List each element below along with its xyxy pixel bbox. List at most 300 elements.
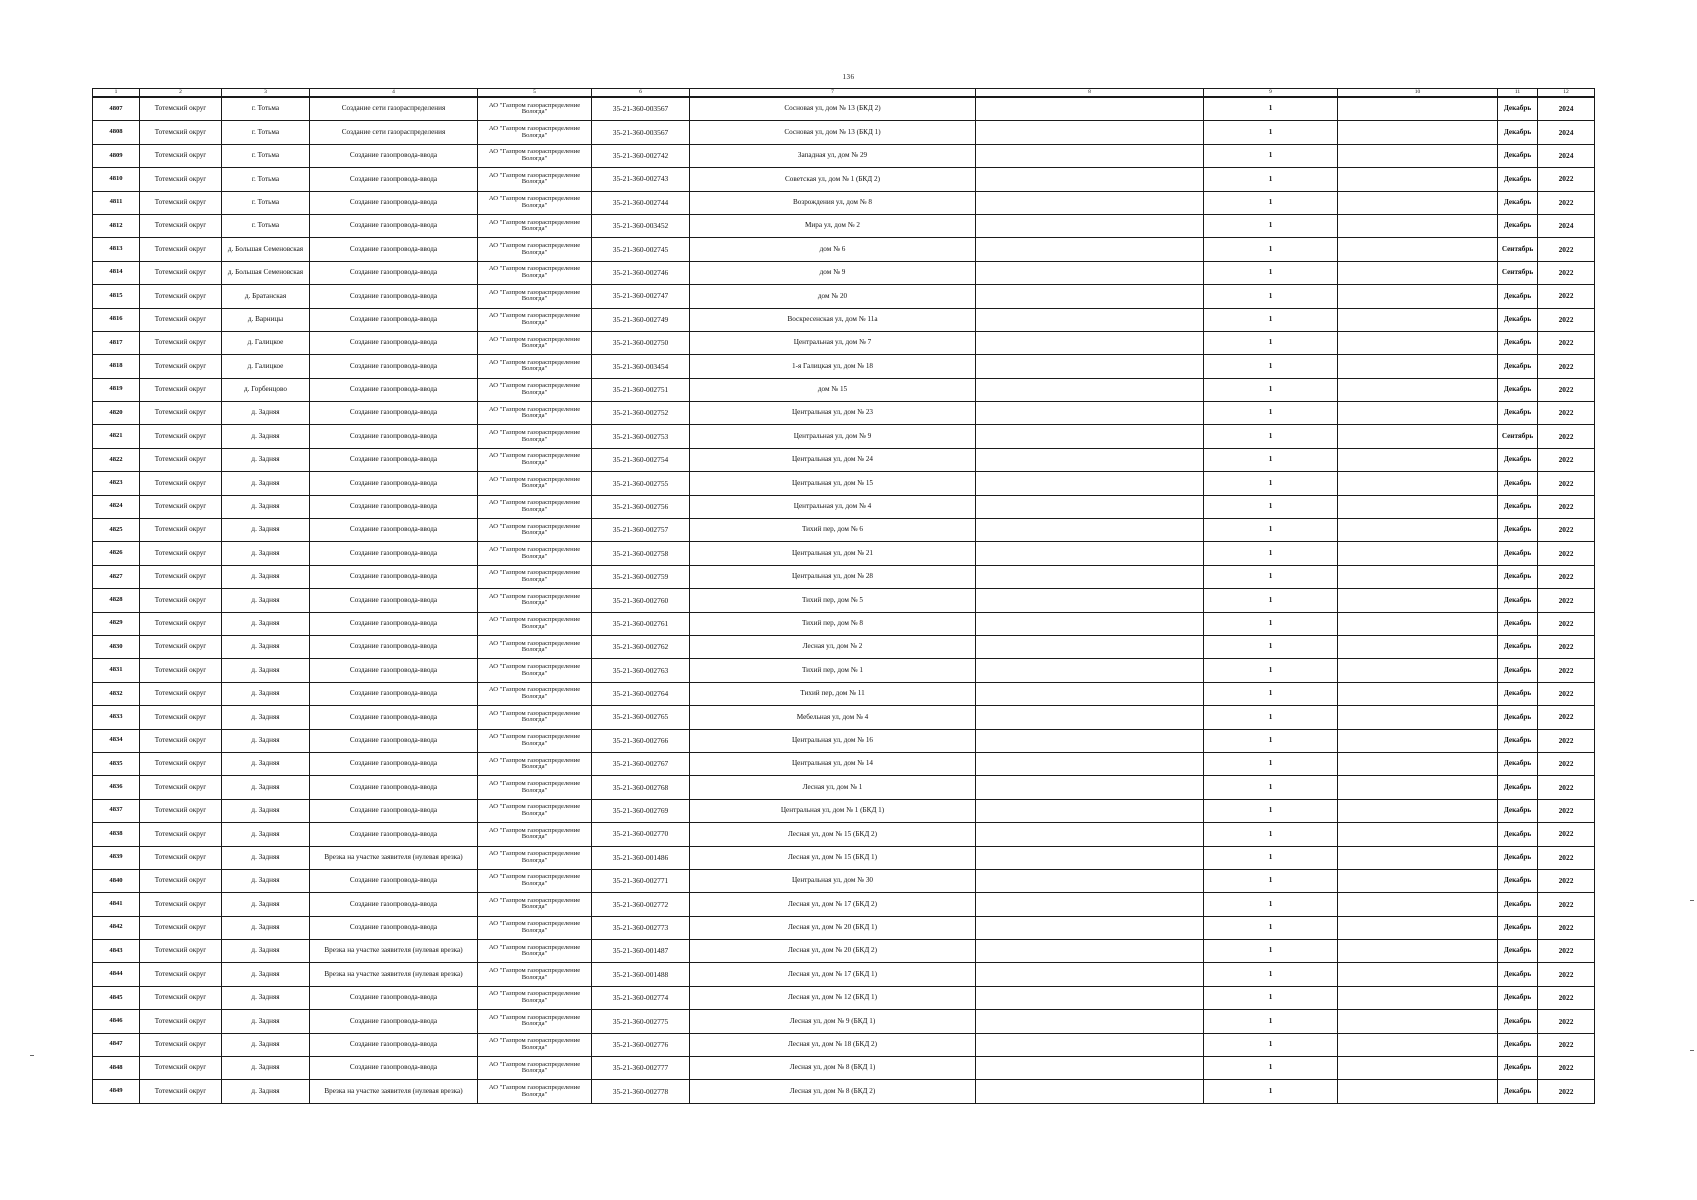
- cell-qty: 1: [1204, 752, 1338, 775]
- cell-code: 35-21-360-002765: [592, 706, 690, 729]
- cell-district: Тотемский округ: [140, 519, 222, 542]
- cell-address: Лесная ул, дом № 1: [690, 776, 976, 799]
- cell-locality: г. Тотьма: [222, 168, 310, 191]
- cell-work: Создание газопровода-ввода: [310, 986, 478, 1009]
- cell-locality: д. Задняя: [222, 869, 310, 892]
- cell-code: 35-21-360-002771: [592, 869, 690, 892]
- cell-month: Декабрь: [1498, 331, 1538, 354]
- cell-code: 35-21-360-002758: [592, 542, 690, 565]
- cell-month: Декабрь: [1498, 495, 1538, 518]
- cell-owner: АО "Газпром газораспределение Вологда": [478, 448, 592, 471]
- cell-num: 4813: [93, 238, 140, 261]
- cell-address: Тихий пер, дом № 1: [690, 659, 976, 682]
- cell-work: Создание газопровода-ввода: [310, 799, 478, 822]
- cell-locality: д. Задняя: [222, 986, 310, 1009]
- cell-code: 35-21-360-002746: [592, 261, 690, 284]
- cell-empty: [976, 823, 1204, 846]
- cell-locality: д. Большая Семеновская: [222, 261, 310, 284]
- table-row: [93, 752, 1595, 775]
- cell-empty: [976, 355, 1204, 378]
- cell-empty: [976, 565, 1204, 588]
- cell-month: Декабрь: [1498, 963, 1538, 986]
- cell-empty: [1338, 659, 1498, 682]
- cell-empty: [1338, 308, 1498, 331]
- cell-qty: 1: [1204, 1080, 1338, 1103]
- cell-empty: [976, 1033, 1204, 1056]
- cell-owner: АО "Газпром газораспределение Вологда": [478, 238, 592, 261]
- cell-qty: 1: [1204, 238, 1338, 261]
- cell-work: Создание газопровода-ввода: [310, 659, 478, 682]
- cell-work: Врезка на участке заявителя (нулевая врезка): [310, 1080, 478, 1103]
- cell-address: Тихий пер, дом № 5: [690, 589, 976, 612]
- cell-locality: г. Тотьма: [222, 214, 310, 237]
- cell-work: Создание газопровода-ввода: [310, 472, 478, 495]
- cell-num: 4833: [93, 706, 140, 729]
- cell-qty: 1: [1204, 495, 1338, 518]
- cell-code: 35-21-360-002757: [592, 519, 690, 542]
- cell-num: 4820: [93, 402, 140, 425]
- cell-month: Декабрь: [1498, 916, 1538, 939]
- cell-year: 2022: [1538, 495, 1595, 518]
- cell-qty: 1: [1204, 425, 1338, 448]
- cell-month: Декабрь: [1498, 191, 1538, 214]
- cell-district: Тотемский округ: [140, 565, 222, 588]
- cell-qty: 1: [1204, 776, 1338, 799]
- cell-code: 35-21-360-002744: [592, 191, 690, 214]
- cell-num: 4827: [93, 565, 140, 588]
- cell-month: Декабрь: [1498, 121, 1538, 144]
- cell-work: Создание газопровода-ввода: [310, 752, 478, 775]
- table-row: [93, 97, 1595, 121]
- cell-num: 4842: [93, 916, 140, 939]
- cell-num: 4840: [93, 869, 140, 892]
- cell-qty: 1: [1204, 261, 1338, 284]
- table-row: [93, 355, 1595, 378]
- cell-work: Создание газопровода-ввода: [310, 191, 478, 214]
- cell-num: 4844: [93, 963, 140, 986]
- cell-work: Создание газопровода-ввода: [310, 308, 478, 331]
- cell-year: 2022: [1538, 589, 1595, 612]
- cell-district: Тотемский округ: [140, 752, 222, 775]
- cell-qty: 1: [1204, 1033, 1338, 1056]
- cell-qty: 1: [1204, 893, 1338, 916]
- table-row: [93, 168, 1595, 191]
- cell-month: Декабрь: [1498, 729, 1538, 752]
- cell-work: Создание газопровода-ввода: [310, 706, 478, 729]
- cell-year: 2022: [1538, 729, 1595, 752]
- cell-locality: д. Задняя: [222, 752, 310, 775]
- cell-num: 4823: [93, 472, 140, 495]
- cell-empty: [1338, 823, 1498, 846]
- table-row: [93, 869, 1595, 892]
- cell-empty: [1338, 963, 1498, 986]
- cell-code: 35-21-360-002747: [592, 285, 690, 308]
- cell-month: Декабрь: [1498, 1057, 1538, 1080]
- table-row: [93, 986, 1595, 1009]
- cell-empty: [976, 378, 1204, 401]
- table-row: [93, 378, 1595, 401]
- cell-owner: АО "Газпром газораспределение Вологда": [478, 916, 592, 939]
- cell-empty: [1338, 799, 1498, 822]
- cell-district: Тотемский округ: [140, 121, 222, 144]
- cell-empty: [976, 448, 1204, 471]
- scan-mark: [1690, 900, 1694, 901]
- cell-empty: [1338, 589, 1498, 612]
- cell-empty: [976, 799, 1204, 822]
- cell-qty: 1: [1204, 589, 1338, 612]
- cell-num: 4836: [93, 776, 140, 799]
- cell-year: 2022: [1538, 1033, 1595, 1056]
- cell-qty: 1: [1204, 823, 1338, 846]
- table-row: [93, 963, 1595, 986]
- cell-work: Создание газопровода-ввода: [310, 355, 478, 378]
- cell-month: Декабрь: [1498, 1080, 1538, 1103]
- table-row: [93, 425, 1595, 448]
- table-row: [93, 612, 1595, 635]
- column-number: 7: [690, 89, 976, 98]
- cell-qty: 1: [1204, 612, 1338, 635]
- cell-locality: д. Задняя: [222, 448, 310, 471]
- cell-locality: д. Задняя: [222, 776, 310, 799]
- cell-empty: [1338, 355, 1498, 378]
- cell-empty: [1338, 1033, 1498, 1056]
- cell-address: дом № 6: [690, 238, 976, 261]
- cell-month: Декабрь: [1498, 402, 1538, 425]
- cell-owner: АО "Газпром газораспределение Вологда": [478, 261, 592, 284]
- table-row: [93, 495, 1595, 518]
- column-number: 1: [93, 89, 140, 98]
- cell-work: Создание газопровода-ввода: [310, 425, 478, 448]
- cell-work: Создание газопровода-ввода: [310, 168, 478, 191]
- cell-code: 35-21-360-003454: [592, 355, 690, 378]
- cell-empty: [976, 752, 1204, 775]
- cell-empty: [976, 729, 1204, 752]
- cell-empty: [1338, 916, 1498, 939]
- cell-qty: 1: [1204, 378, 1338, 401]
- cell-empty: [1338, 565, 1498, 588]
- cell-qty: 1: [1204, 1010, 1338, 1033]
- cell-year: 2022: [1538, 472, 1595, 495]
- cell-code: 35-21-360-002773: [592, 916, 690, 939]
- cell-district: Тотемский округ: [140, 729, 222, 752]
- cell-empty: [976, 144, 1204, 167]
- cell-month: Декабрь: [1498, 986, 1538, 1009]
- cell-locality: д. Братанская: [222, 285, 310, 308]
- cell-district: Тотемский округ: [140, 682, 222, 705]
- cell-empty: [1338, 144, 1498, 167]
- table-row: [93, 846, 1595, 869]
- cell-month: Декабрь: [1498, 752, 1538, 775]
- cell-year: 2022: [1538, 1057, 1595, 1080]
- cell-locality: д. Задняя: [222, 706, 310, 729]
- cell-owner: АО "Газпром газораспределение Вологда": [478, 495, 592, 518]
- cell-num: 4834: [93, 729, 140, 752]
- cell-empty: [1338, 612, 1498, 635]
- cell-empty: [976, 916, 1204, 939]
- cell-empty: [976, 261, 1204, 284]
- cell-locality: д. Задняя: [222, 1057, 310, 1080]
- cell-locality: д. Задняя: [222, 729, 310, 752]
- cell-district: Тотемский округ: [140, 378, 222, 401]
- table-row: [93, 542, 1595, 565]
- cell-address: Центральная ул, дом № 16: [690, 729, 976, 752]
- cell-owner: АО "Газпром газораспределение Вологда": [478, 1080, 592, 1103]
- column-number: 6: [592, 89, 690, 98]
- cell-owner: АО "Газпром газораспределение Вологда": [478, 1033, 592, 1056]
- cell-locality: д. Задняя: [222, 612, 310, 635]
- cell-year: 2022: [1538, 869, 1595, 892]
- cell-address: Тихий пер, дом № 6: [690, 519, 976, 542]
- cell-num: 4824: [93, 495, 140, 518]
- table-row: [93, 565, 1595, 588]
- cell-district: Тотемский округ: [140, 168, 222, 191]
- column-number: 9: [1204, 89, 1338, 98]
- cell-qty: 1: [1204, 519, 1338, 542]
- cell-locality: д. Задняя: [222, 542, 310, 565]
- cell-district: Тотемский округ: [140, 308, 222, 331]
- cell-owner: АО "Газпром газораспределение Вологда": [478, 542, 592, 565]
- cell-code: 35-21-360-002762: [592, 635, 690, 658]
- cell-empty: [1338, 448, 1498, 471]
- cell-qty: 1: [1204, 168, 1338, 191]
- cell-year: 2022: [1538, 519, 1595, 542]
- cell-work: Создание газопровода-ввода: [310, 682, 478, 705]
- cell-num: 4832: [93, 682, 140, 705]
- cell-qty: 1: [1204, 1057, 1338, 1080]
- cell-qty: 1: [1204, 846, 1338, 869]
- cell-district: Тотемский округ: [140, 472, 222, 495]
- table-row: [93, 940, 1595, 963]
- cell-owner: АО "Газпром газораспределение Вологда": [478, 565, 592, 588]
- cell-empty: [1338, 331, 1498, 354]
- cell-owner: АО "Газпром газораспределение Вологда": [478, 869, 592, 892]
- cell-locality: г. Тотьма: [222, 121, 310, 144]
- cell-owner: АО "Газпром газораспределение Вологда": [478, 589, 592, 612]
- cell-address: Центральная ул, дом № 4: [690, 495, 976, 518]
- cell-owner: АО "Газпром газораспределение Вологда": [478, 308, 592, 331]
- cell-empty: [976, 869, 1204, 892]
- cell-empty: [976, 472, 1204, 495]
- cell-locality: д. Галицкое: [222, 331, 310, 354]
- cell-owner: АО "Газпром газораспределение Вологда": [478, 893, 592, 916]
- cell-qty: 1: [1204, 940, 1338, 963]
- cell-work: Создание газопровода-ввода: [310, 635, 478, 658]
- cell-work: Создание газопровода-ввода: [310, 612, 478, 635]
- cell-month: Декабрь: [1498, 589, 1538, 612]
- cell-work: Врезка на участке заявителя (нулевая врезка): [310, 846, 478, 869]
- cell-code: 35-21-360-002742: [592, 144, 690, 167]
- cell-code: 35-21-360-002774: [592, 986, 690, 1009]
- cell-code: 35-21-360-002752: [592, 402, 690, 425]
- page-number: 136: [842, 73, 855, 81]
- cell-num: 4814: [93, 261, 140, 284]
- cell-year: 2022: [1538, 846, 1595, 869]
- cell-num: 4825: [93, 519, 140, 542]
- cell-qty: 1: [1204, 729, 1338, 752]
- cell-month: Декабрь: [1498, 612, 1538, 635]
- cell-month: Декабрь: [1498, 355, 1538, 378]
- cell-locality: г. Тотьма: [222, 144, 310, 167]
- cell-district: Тотемский округ: [140, 355, 222, 378]
- cell-district: Тотемский округ: [140, 97, 222, 121]
- cell-month: Сентябрь: [1498, 425, 1538, 448]
- cell-code: 35-21-360-002754: [592, 448, 690, 471]
- cell-code: 35-21-360-002767: [592, 752, 690, 775]
- cell-empty: [1338, 893, 1498, 916]
- cell-num: 4819: [93, 378, 140, 401]
- cell-month: Декабрь: [1498, 635, 1538, 658]
- cell-work: Создание газопровода-ввода: [310, 1010, 478, 1033]
- table-row: [93, 1010, 1595, 1033]
- cell-work: Врезка на участке заявителя (нулевая врезка): [310, 963, 478, 986]
- cell-num: 4810: [93, 168, 140, 191]
- cell-locality: д. Галицкое: [222, 355, 310, 378]
- table-row: [93, 1033, 1595, 1056]
- cell-district: Тотемский округ: [140, 916, 222, 939]
- cell-empty: [976, 846, 1204, 869]
- cell-address: Центральная ул, дом № 30: [690, 869, 976, 892]
- cell-district: Тотемский округ: [140, 776, 222, 799]
- cell-code: 35-21-360-002753: [592, 425, 690, 448]
- cell-address: Лесная ул, дом № 17 (БКД 1): [690, 963, 976, 986]
- cell-address: Лесная ул, дом № 12 (БКД 1): [690, 986, 976, 1009]
- cell-locality: д. Задняя: [222, 495, 310, 518]
- table-row: [93, 659, 1595, 682]
- cell-month: Декабрь: [1498, 776, 1538, 799]
- cell-owner: АО "Газпром газораспределение Вологда": [478, 846, 592, 869]
- cell-month: Декабрь: [1498, 823, 1538, 846]
- cell-address: Лесная ул, дом № 15 (БКД 2): [690, 823, 976, 846]
- cell-year: 2022: [1538, 752, 1595, 775]
- cell-num: 4826: [93, 542, 140, 565]
- cell-empty: [976, 425, 1204, 448]
- table-row: [93, 519, 1595, 542]
- cell-year: 2022: [1538, 308, 1595, 331]
- cell-locality: д. Задняя: [222, 823, 310, 846]
- cell-address: Сосновая ул, дом № 13 (БКД 1): [690, 121, 976, 144]
- cell-work: Создание газопровода-ввода: [310, 729, 478, 752]
- cell-year: 2022: [1538, 706, 1595, 729]
- cell-district: Тотемский округ: [140, 144, 222, 167]
- cell-code: 35-21-360-003567: [592, 97, 690, 121]
- table-row: [93, 261, 1595, 284]
- cell-owner: АО "Газпром газораспределение Вологда": [478, 168, 592, 191]
- cell-address: Центральная ул, дом № 28: [690, 565, 976, 588]
- cell-code: 35-21-360-002750: [592, 331, 690, 354]
- cell-year: 2022: [1538, 776, 1595, 799]
- cell-qty: 1: [1204, 799, 1338, 822]
- cell-address: Мебельная ул, дом № 4: [690, 706, 976, 729]
- cell-code: 35-21-360-002764: [592, 682, 690, 705]
- cell-code: 35-21-360-003452: [592, 214, 690, 237]
- cell-district: Тотемский округ: [140, 963, 222, 986]
- cell-empty: [1338, 729, 1498, 752]
- cell-code: 35-21-360-003567: [592, 121, 690, 144]
- scan-mark: [30, 1055, 34, 1056]
- cell-month: Декабрь: [1498, 308, 1538, 331]
- cell-empty: [976, 706, 1204, 729]
- cell-month: Декабрь: [1498, 1033, 1538, 1056]
- cell-address: дом № 9: [690, 261, 976, 284]
- cell-address: Советская ул, дом № 1 (БКД 2): [690, 168, 976, 191]
- cell-work: Создание газопровода-ввода: [310, 238, 478, 261]
- cell-owner: АО "Газпром газораспределение Вологда": [478, 472, 592, 495]
- cell-year: 2022: [1538, 916, 1595, 939]
- cell-year: 2022: [1538, 355, 1595, 378]
- cell-code: 35-21-360-002759: [592, 565, 690, 588]
- register-table: [92, 88, 1595, 1104]
- cell-qty: 1: [1204, 682, 1338, 705]
- column-number-row: [93, 89, 1595, 98]
- cell-num: 4831: [93, 659, 140, 682]
- cell-code: 35-21-360-002769: [592, 799, 690, 822]
- cell-district: Тотемский округ: [140, 331, 222, 354]
- cell-empty: [1338, 1080, 1498, 1103]
- cell-qty: 1: [1204, 706, 1338, 729]
- cell-empty: [1338, 168, 1498, 191]
- cell-district: Тотемский округ: [140, 846, 222, 869]
- cell-empty: [1338, 706, 1498, 729]
- cell-empty: [1338, 214, 1498, 237]
- cell-code: 35-21-360-002775: [592, 1010, 690, 1033]
- cell-address: Сосновая ул, дом № 13 (БКД 2): [690, 97, 976, 121]
- cell-work: Врезка на участке заявителя (нулевая врезка): [310, 940, 478, 963]
- cell-code: 35-21-360-001486: [592, 846, 690, 869]
- cell-month: Декабрь: [1498, 940, 1538, 963]
- cell-num: 4846: [93, 1010, 140, 1033]
- cell-empty: [1338, 495, 1498, 518]
- column-number: 4: [310, 89, 478, 98]
- cell-empty: [976, 963, 1204, 986]
- cell-empty: [1338, 635, 1498, 658]
- cell-month: Декабрь: [1498, 565, 1538, 588]
- cell-year: 2022: [1538, 799, 1595, 822]
- cell-address: Центральная ул, дом № 24: [690, 448, 976, 471]
- cell-work: Создание газопровода-ввода: [310, 776, 478, 799]
- cell-address: Центральная ул, дом № 15: [690, 472, 976, 495]
- cell-locality: д. Задняя: [222, 940, 310, 963]
- table-row: [93, 238, 1595, 261]
- cell-locality: д. Задняя: [222, 963, 310, 986]
- cell-district: Тотемский округ: [140, 986, 222, 1009]
- cell-num: 4816: [93, 308, 140, 331]
- cell-year: 2022: [1538, 261, 1595, 284]
- cell-qty: 1: [1204, 97, 1338, 121]
- cell-qty: 1: [1204, 565, 1338, 588]
- cell-locality: д. Задняя: [222, 659, 310, 682]
- cell-work: Создание газопровода-ввода: [310, 1057, 478, 1080]
- cell-qty: 1: [1204, 448, 1338, 471]
- table-row: [93, 589, 1595, 612]
- cell-empty: [1338, 776, 1498, 799]
- cell-empty: [1338, 869, 1498, 892]
- cell-code: 35-21-360-002763: [592, 659, 690, 682]
- cell-empty: [976, 238, 1204, 261]
- cell-empty: [976, 776, 1204, 799]
- table-row: [93, 214, 1595, 237]
- column-number: 2: [140, 89, 222, 98]
- cell-num: 4811: [93, 191, 140, 214]
- cell-empty: [976, 97, 1204, 121]
- cell-month: Декабрь: [1498, 799, 1538, 822]
- cell-owner: АО "Газпром газораспределение Вологда": [478, 635, 592, 658]
- cell-address: Воскресенская ул, дом № 11а: [690, 308, 976, 331]
- cell-owner: АО "Газпром газораспределение Вологда": [478, 940, 592, 963]
- cell-district: Тотемский округ: [140, 612, 222, 635]
- cell-num: 4818: [93, 355, 140, 378]
- cell-code: 35-21-360-002755: [592, 472, 690, 495]
- cell-empty: [1338, 261, 1498, 284]
